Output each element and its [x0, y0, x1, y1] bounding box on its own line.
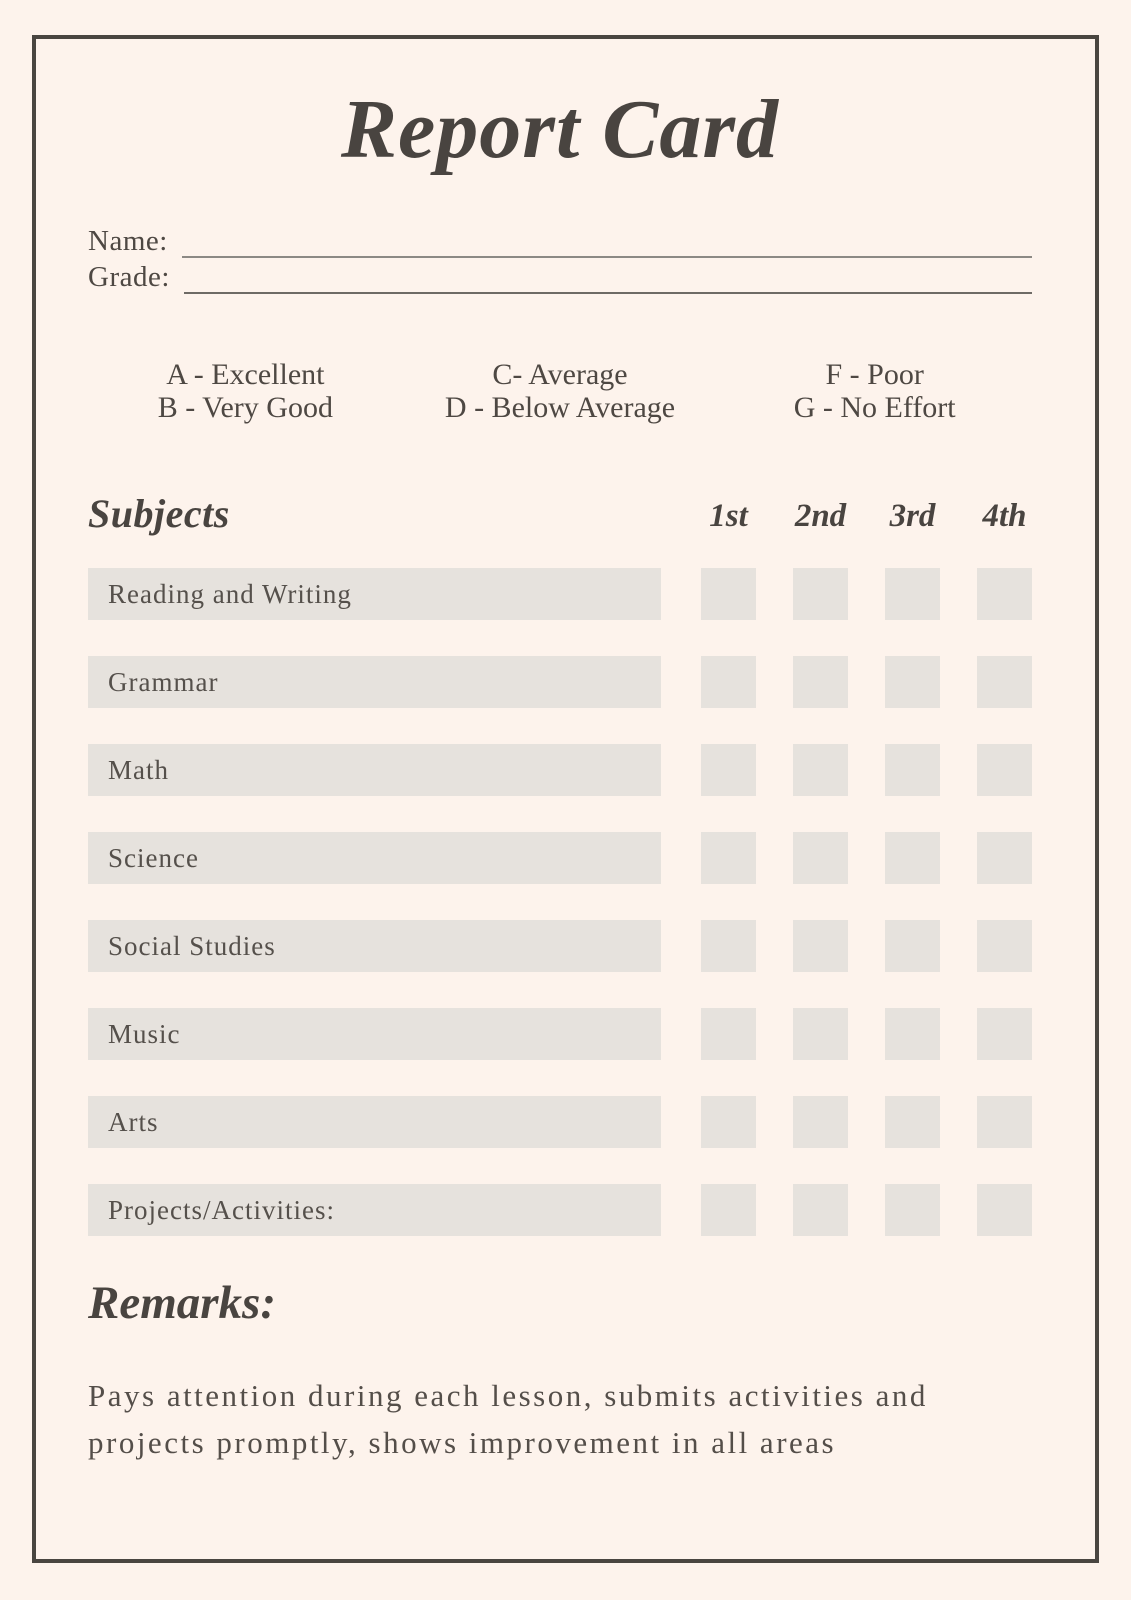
grade-box-2nd[interactable] [793, 744, 848, 796]
quarter-header-3rd: 3rd [889, 497, 936, 534]
grade-box-2nd[interactable] [793, 656, 848, 708]
key-b: B - Very Good [157, 391, 333, 424]
subjects-table [88, 568, 1032, 1272]
grade-box-4th[interactable] [977, 744, 1032, 796]
grade-box-1st[interactable] [701, 568, 756, 620]
subjects-heading: Subjects [88, 491, 230, 536]
subject-cell [88, 1008, 661, 1060]
grade-box-2nd[interactable] [793, 1184, 848, 1236]
quarter-headers [701, 498, 1032, 534]
subject-cell [88, 1096, 661, 1148]
remarks-heading: Remarks: [88, 1277, 276, 1329]
key-f: F - Poor [825, 358, 924, 391]
subject-cell [88, 1184, 661, 1236]
grade-box-1st[interactable] [701, 920, 756, 972]
grade-box-1st[interactable] [701, 744, 756, 796]
grade-box-1st[interactable] [701, 1008, 756, 1060]
grade-box-3rd[interactable] [885, 656, 940, 708]
table-row [88, 744, 1032, 796]
table-row [88, 920, 1032, 972]
table-row [88, 1184, 1032, 1236]
key-a: A - Excellent [166, 358, 325, 391]
remarks-text: Pays attention during each lesson, submits activities and projects promptly, shows improvement in all areas [88, 1378, 928, 1460]
grade-boxes [701, 832, 1032, 884]
grade-box-3rd[interactable] [885, 1008, 940, 1060]
grade-box-4th[interactable] [977, 832, 1032, 884]
grade-box-4th[interactable] [977, 920, 1032, 972]
table-header-row [88, 480, 1032, 534]
grade-box-1st[interactable] [701, 1096, 756, 1148]
key-d: D - Below Average [444, 391, 676, 424]
subject-cell [88, 744, 661, 796]
key-g: G - No Effort [793, 391, 956, 424]
grade-boxes [701, 1184, 1032, 1236]
key-c: C- Average [492, 358, 628, 391]
grade-box-2nd[interactable] [793, 832, 848, 884]
subject-cell [88, 832, 661, 884]
grading-key-col-3 [717, 358, 1032, 424]
subject-label: Science [108, 842, 199, 873]
table-row [88, 1096, 1032, 1148]
grade-box-3rd[interactable] [885, 568, 940, 620]
grade-box-4th[interactable] [977, 1184, 1032, 1236]
grade-box-4th[interactable] [977, 656, 1032, 708]
grade-field-row [88, 258, 1032, 294]
grade-box-3rd[interactable] [885, 1096, 940, 1148]
grade-input-line[interactable] [184, 256, 1032, 294]
name-field-row [88, 222, 1032, 258]
report-card [88, 0, 1032, 1600]
grading-key [88, 358, 1032, 424]
grade-boxes [701, 568, 1032, 620]
grade-box-4th[interactable] [977, 568, 1032, 620]
quarter-header-2nd: 2nd [794, 497, 847, 534]
grade-box-3rd[interactable] [885, 920, 940, 972]
name-label: Name: [88, 225, 168, 258]
grade-box-2nd[interactable] [793, 1008, 848, 1060]
table-row [88, 568, 1032, 620]
grade-box-1st[interactable] [701, 656, 756, 708]
subject-label: Grammar [108, 666, 219, 697]
grade-box-3rd[interactable] [885, 832, 940, 884]
subject-label: Arts [108, 1106, 159, 1137]
grade-boxes [701, 656, 1032, 708]
table-row [88, 1008, 1032, 1060]
grade-box-4th[interactable] [977, 1096, 1032, 1148]
grade-box-2nd[interactable] [793, 920, 848, 972]
subject-cell [88, 920, 661, 972]
grade-boxes [701, 744, 1032, 796]
subject-label: Music [108, 1018, 181, 1049]
grade-box-4th[interactable] [977, 1008, 1032, 1060]
grade-box-3rd[interactable] [885, 744, 940, 796]
grading-key-col-2 [403, 358, 718, 424]
subject-label: Math [108, 754, 169, 785]
page-title: Report Card [340, 83, 780, 176]
subject-cell [88, 656, 661, 708]
grade-box-2nd[interactable] [793, 568, 848, 620]
quarter-header-1st: 1st [709, 497, 748, 534]
grade-boxes [701, 1096, 1032, 1148]
name-input-line[interactable] [182, 220, 1032, 258]
grade-boxes [701, 920, 1032, 972]
subject-label: Reading and Writing [108, 578, 352, 609]
subject-label: Projects/Activities: [108, 1194, 335, 1225]
grade-box-3rd[interactable] [885, 1184, 940, 1236]
table-row [88, 832, 1032, 884]
subject-cell [88, 568, 661, 620]
quarter-header-4th: 4th [982, 497, 1027, 534]
subject-label: Social Studies [108, 930, 276, 961]
grade-boxes [701, 1008, 1032, 1060]
grading-key-col-1 [88, 358, 403, 424]
grade-label: Grade: [88, 261, 170, 294]
grade-box-2nd[interactable] [793, 1096, 848, 1148]
table-row [88, 656, 1032, 708]
grade-box-1st[interactable] [701, 1184, 756, 1236]
grade-box-1st[interactable] [701, 832, 756, 884]
